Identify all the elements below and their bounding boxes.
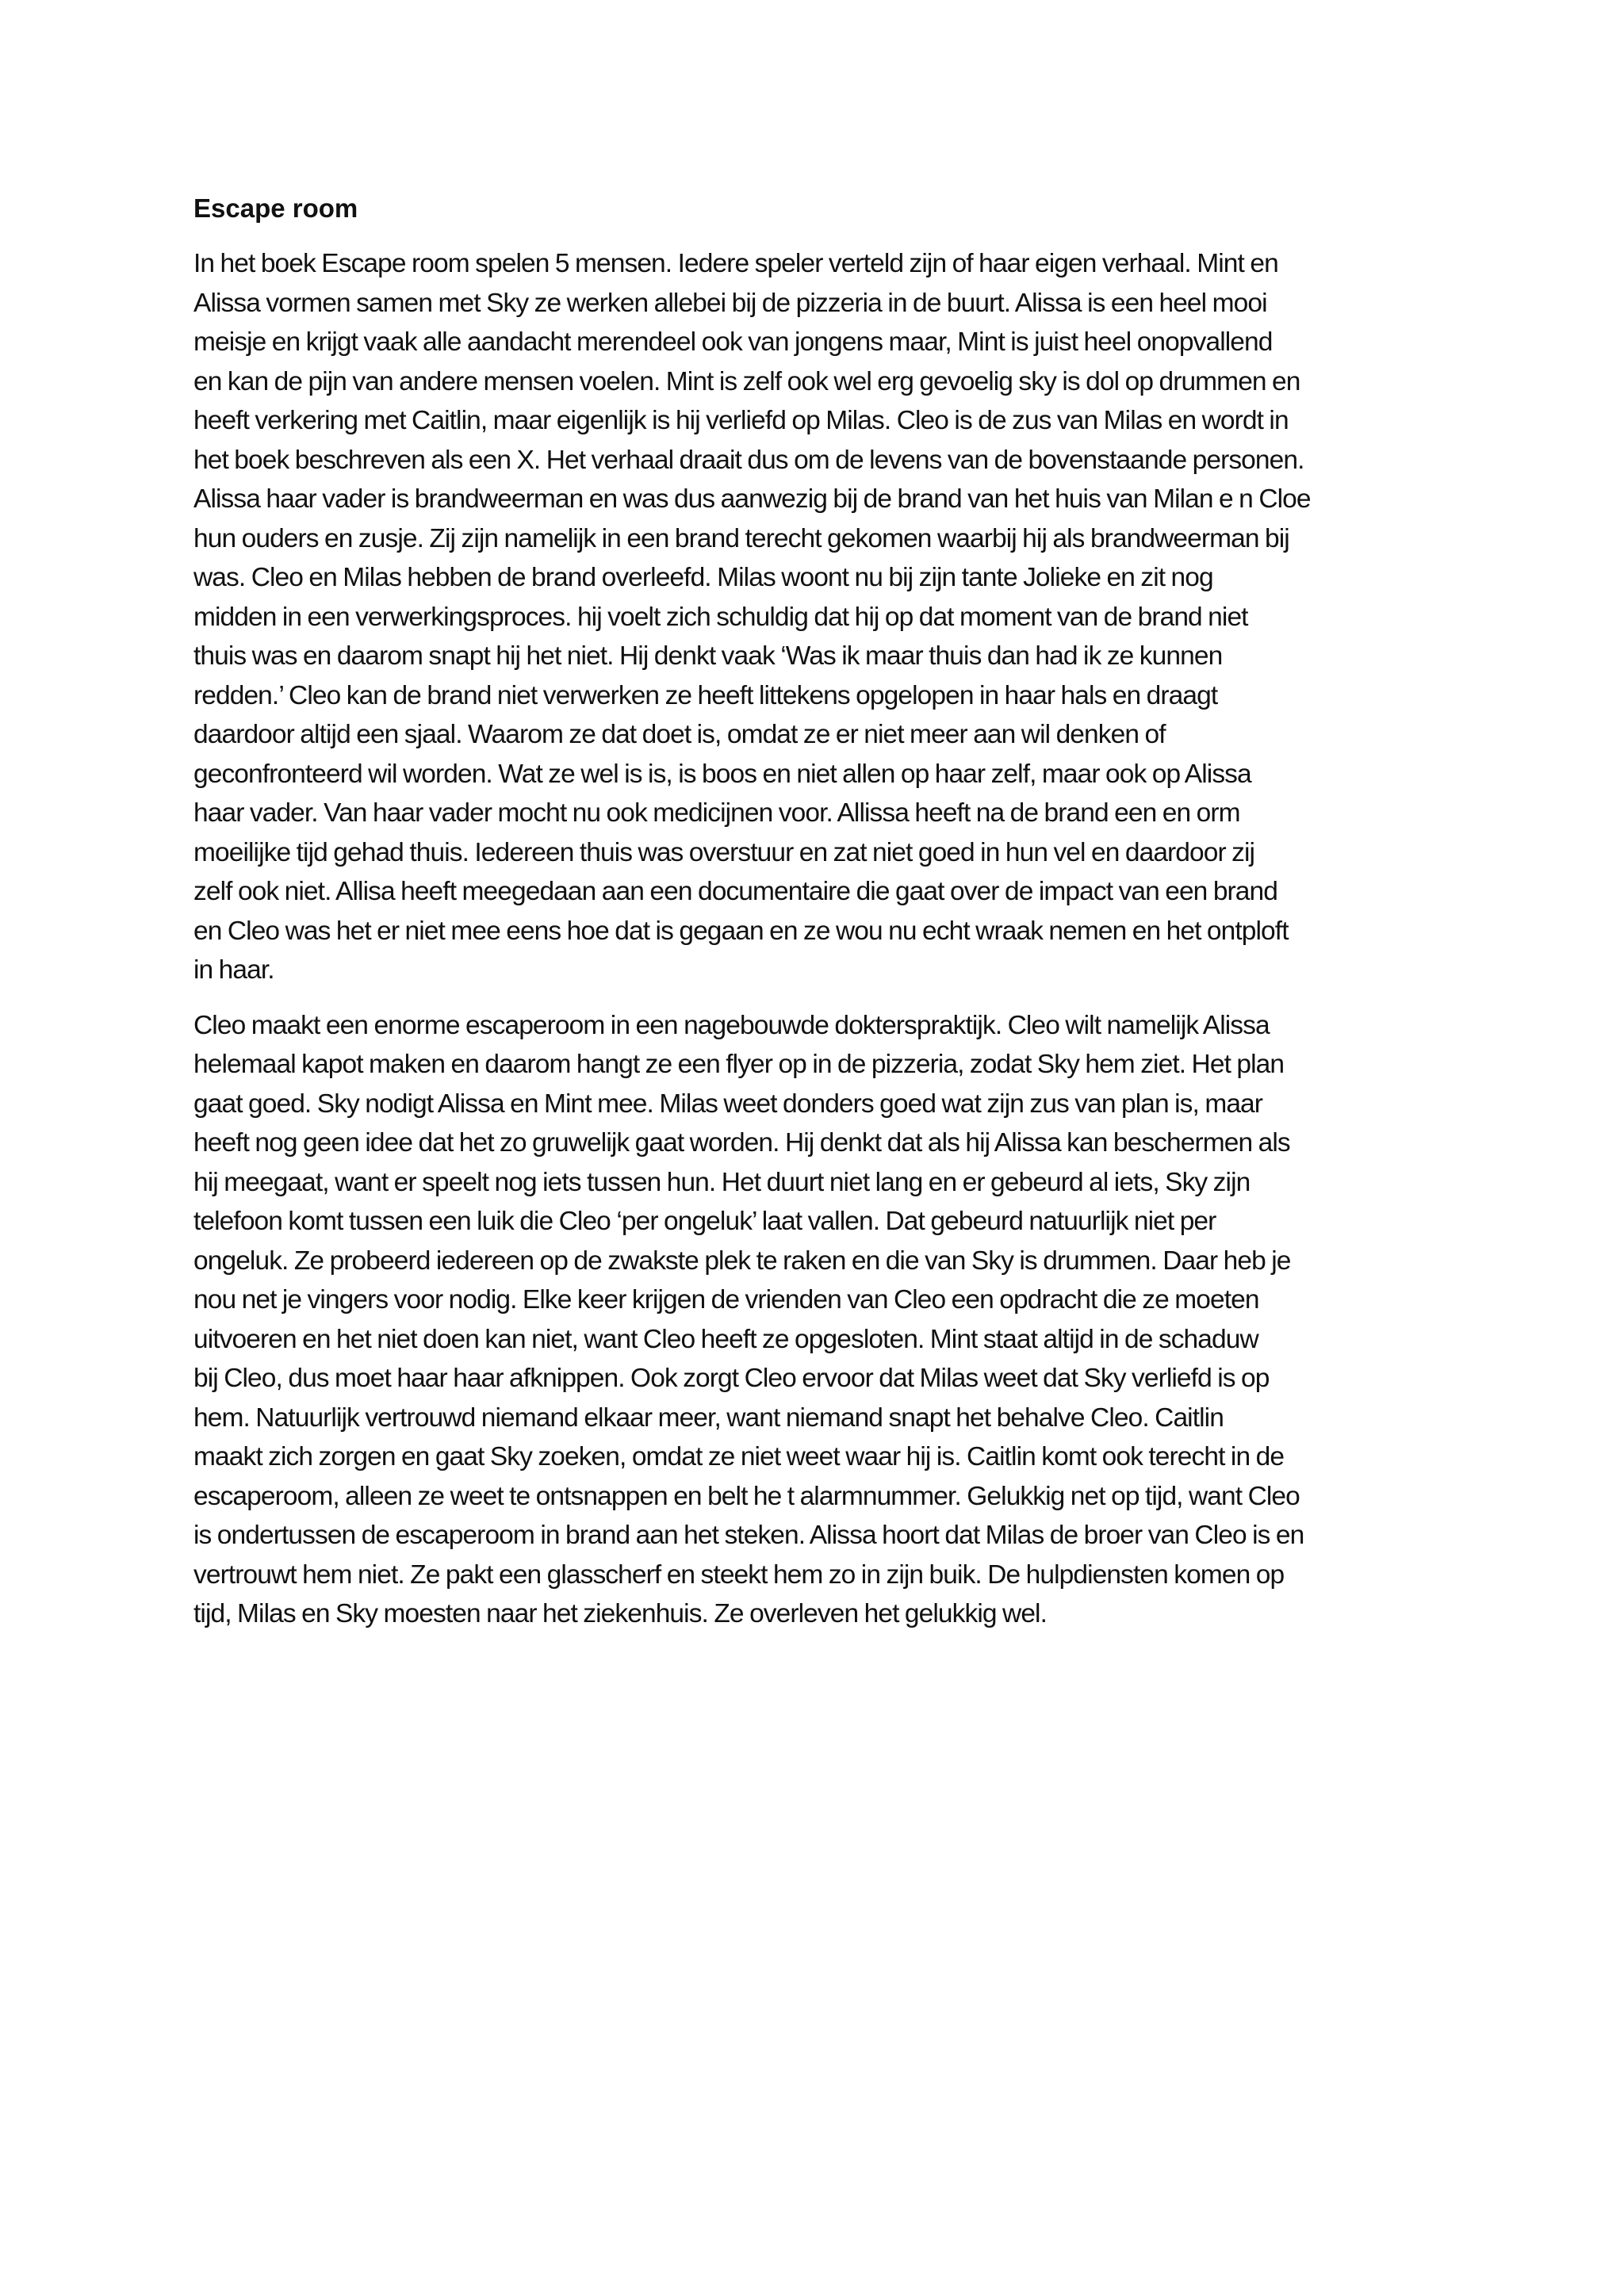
text-line: heeft verkering met Caitlin, maar eigenlijk is hij verliefd op Milas. Cleo is de zus van Milas en wordt in xyxy=(193,406,1289,435)
text-line: en kan de pijn van andere mensen voelen. Mint is zelf ook wel erg gevoelig sky is dol op drummen en xyxy=(193,366,1300,396)
text-line: Alissa haar vader is brandweerman en was dus aanwezig bij de brand van het huis van Milan e n Cloe xyxy=(193,484,1311,514)
document-body xyxy=(193,189,1446,1650)
text-line: vertrouwt hem niet. Ze pakt een glasscherf en steekt hem zo in zijn buik. De hulpdiensten komen op xyxy=(193,1559,1285,1590)
text-line: zelf ook niet. Allisa heeft meegedaan aan een documentaire die gaat over de impact van een brand xyxy=(193,877,1278,906)
text-line: is ondertussen de escaperoom in brand aan het steken. Alissa hoort dat Milas de broer van Cleo is en xyxy=(193,1521,1304,1550)
text-line: Cleo maakt een enorme escaperoom in een nagebouwde dokterspraktijk. Cleo wilt namelijk Alissa xyxy=(193,1010,1270,1040)
text-line: ongeluk. Ze probeerd iedereen op de zwakste plek te raken en die van Sky is drummen. Daar heb je xyxy=(193,1246,1291,1276)
text-line: gaat goed. Sky nodigt Alissa en Mint mee. Milas weet donders goed wat zijn zus van plan is, maar xyxy=(193,1089,1263,1119)
text-line: was. Cleo en Milas hebben de brand overleefd. Milas woont nu bij zijn tante Jolieke en zit nog xyxy=(193,563,1213,592)
text-line: nou net je vingers voor nodig. Elke keer krijgen de vrienden van Cleo een opdracht die ze moeten xyxy=(193,1285,1259,1314)
text-line: escaperoom, alleen ze weet te ontsnappen en belt he t alarmnummer. Gelukkig net op tijd, want Cleo xyxy=(193,1481,1300,1511)
text-line: tijd, Milas en Sky moesten naar het ziekenhuis. Ze overleven het gelukkig wel. xyxy=(193,1599,1048,1628)
text-line: uitvoeren en het niet doen kan niet, want Cleo heeft ze opgesloten. Mint staat altijd in de schaduw xyxy=(193,1324,1258,1354)
text-line: hij meegaat, want er speelt nog iets tussen hun. Het duurt niet lang en er gebeurd al iets, Sky zijn xyxy=(193,1167,1251,1197)
text-line: telefoon komt tussen een luik die Cleo ‘per ongeluk’ laat vallen. Dat gebeurd natuurlijk niet per xyxy=(193,1207,1216,1236)
paragraph-1 xyxy=(193,244,1446,990)
text-line: in haar. xyxy=(193,955,274,985)
text-line: Alissa vormen samen met Sky ze werken allebei bij de pizzeria in de buurt. Alissa is een heel mooi xyxy=(193,288,1267,318)
text-line: heeft nog geen idee dat het zo gruwelijk gaat worden. Hij denkt dat als hij Alissa kan beschermen als xyxy=(193,1128,1290,1158)
text-line: thuis was en daarom snapt hij het niet. Hij denkt vaak ‘Was ik maar thuis dan had ik ze kunnen xyxy=(193,641,1223,671)
text-line: en Cleo was het er niet mee eens hoe dat is gegaan en ze wou nu echt wraak nemen en het ontploft xyxy=(193,916,1289,946)
text-line: hem. Natuurlijk vertrouwd niemand elkaar meer, want niemand snapt het behalve Cleo. Caitlin xyxy=(193,1402,1224,1433)
text-line: helemaal kapot maken en daarom hangt ze een flyer op in de pizzeria, zodat Sky hem ziet. Het plan xyxy=(193,1050,1285,1079)
document-title: Escape room xyxy=(193,193,358,223)
text-line: redden.’ Cleo kan de brand niet verwerken ze heeft littekens opgelopen in haar hals en draagt xyxy=(193,680,1218,710)
text-line: maakt zich zorgen en gaat Sky zoeken, omdat ze niet weet waar hij is. Caitlin komt ook terecht in de xyxy=(193,1442,1285,1471)
text-line: meisje en krijgt vaak alle aandacht merendeel ook van jongens maar, Mint is juist heel onopvallend xyxy=(193,327,1273,357)
text-line: hun ouders en zusje. Zij zijn namelijk in een brand terecht gekomen waarbij hij als brandweerman bij xyxy=(193,523,1289,553)
text-line: het boek beschreven als een X. Het verhaal draait dus om de levens van de bovenstaande personen. xyxy=(193,445,1304,475)
text-line: moeilijke tijd gehad thuis. Iedereen thuis was overstuur en zat niet goed in hun vel en daardoor zij xyxy=(193,837,1255,867)
paragraph-2 xyxy=(193,1006,1446,1634)
text-line: geconfronteerd wil worden. Wat ze wel is is, is boos en niet allen op haar zelf, maar ook op Alissa xyxy=(193,759,1251,789)
text-line: midden in een verwerkingsproces. hij voelt zich schuldig dat hij op dat moment van de brand niet xyxy=(193,602,1248,632)
text-line: bij Cleo, dus moet haar haar afknippen. Ook zorgt Cleo ervoor dat Milas weet dat Sky verliefd is op xyxy=(193,1364,1270,1393)
text-line: haar vader. Van haar vader mocht nu ook medicijnen voor. Allissa heeft na de brand een en orm xyxy=(193,798,1240,828)
text-line: daardoor altijd een sjaal. Waarom ze dat doet is, omdat ze er niet meer aan wil denken of xyxy=(193,720,1166,749)
text-line: In het boek Escape room spelen 5 mensen. Iedere speler verteld zijn of haar eigen verhaal. Mint en xyxy=(193,249,1278,278)
